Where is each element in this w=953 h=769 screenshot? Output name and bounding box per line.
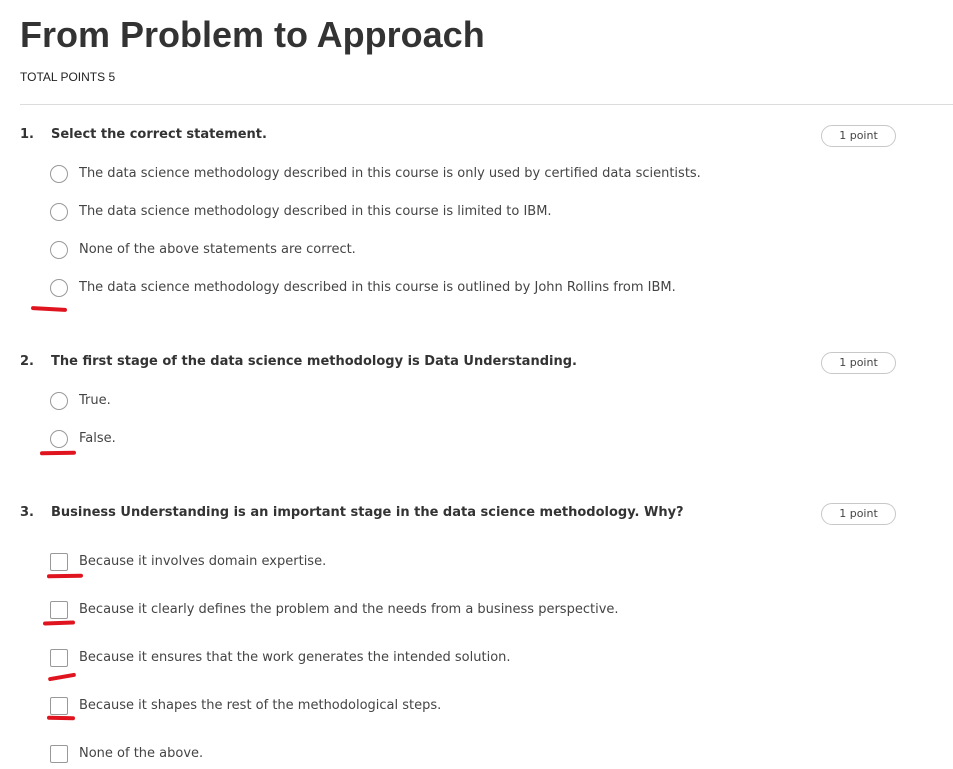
radio-button[interactable] <box>50 279 68 297</box>
option-label: The data science methodology described in this course is only used by certified data scientists. <box>79 166 701 181</box>
radio-button[interactable] <box>50 241 68 259</box>
question-1-option-4[interactable] <box>50 278 676 298</box>
option-label: Because it involves domain expertise. <box>79 554 327 569</box>
header-divider <box>20 104 953 105</box>
option-label: Because it ensures that the work generates the intended solution. <box>79 650 511 665</box>
question-3-text: Business Understanding is an important stage in the data science methodology. Why? <box>51 505 684 520</box>
red-underline-mark <box>47 574 83 579</box>
question-2-points-badge: 1 point <box>821 352 896 374</box>
option-label: The data science methodology described in this course is limited to IBM. <box>79 204 552 219</box>
red-underline-mark <box>43 620 75 625</box>
option-label: False. <box>79 431 116 446</box>
radio-button[interactable] <box>50 430 68 448</box>
question-3-option-1[interactable] <box>50 552 326 572</box>
page-title: From Problem to Approach <box>20 14 485 55</box>
checkbox[interactable] <box>50 649 68 667</box>
checkbox[interactable] <box>50 553 68 571</box>
total-points-label: TOTAL POINTS 5 <box>20 70 116 84</box>
question-1-option-1[interactable] <box>50 164 701 184</box>
question-1-option-3[interactable] <box>50 240 356 260</box>
checkbox[interactable] <box>50 601 68 619</box>
question-3-option-3[interactable] <box>50 648 511 668</box>
radio-button[interactable] <box>50 165 68 183</box>
question-2-option-1[interactable] <box>50 391 111 411</box>
option-label: Because it shapes the rest of the methodological steps. <box>79 698 442 713</box>
question-2-number: 2. <box>20 354 34 369</box>
question-1-number: 1. <box>20 127 34 142</box>
option-label: Because it clearly defines the problem and the needs from a business perspective. <box>79 602 619 617</box>
question-2-option-2[interactable] <box>50 429 116 449</box>
option-label: None of the above statements are correct. <box>79 242 356 257</box>
question-3-option-2[interactable] <box>50 600 619 620</box>
question-1-points-badge: 1 point <box>821 125 896 147</box>
question-1-text: Select the correct statement. <box>51 127 267 142</box>
option-label: None of the above. <box>79 746 204 761</box>
radio-button[interactable] <box>50 392 68 410</box>
question-3-option-4[interactable] <box>50 696 441 716</box>
red-underline-mark <box>48 673 76 682</box>
question-3-option-5[interactable] <box>50 744 203 764</box>
radio-button[interactable] <box>50 203 68 221</box>
checkbox[interactable] <box>50 697 68 715</box>
option-label: True. <box>79 393 111 408</box>
checkbox[interactable] <box>50 745 68 763</box>
question-3-number: 3. <box>20 505 34 520</box>
red-underline-mark <box>40 451 76 456</box>
red-underline-mark <box>47 716 75 720</box>
question-2-text: The first stage of the data science methodology is Data Understanding. <box>51 354 577 369</box>
red-underline-mark <box>31 306 67 312</box>
question-1-option-2[interactable] <box>50 202 552 222</box>
question-3-points-badge: 1 point <box>821 503 896 525</box>
option-label: The data science methodology described in this course is outlined by John Rollins from IBM. <box>79 280 676 295</box>
